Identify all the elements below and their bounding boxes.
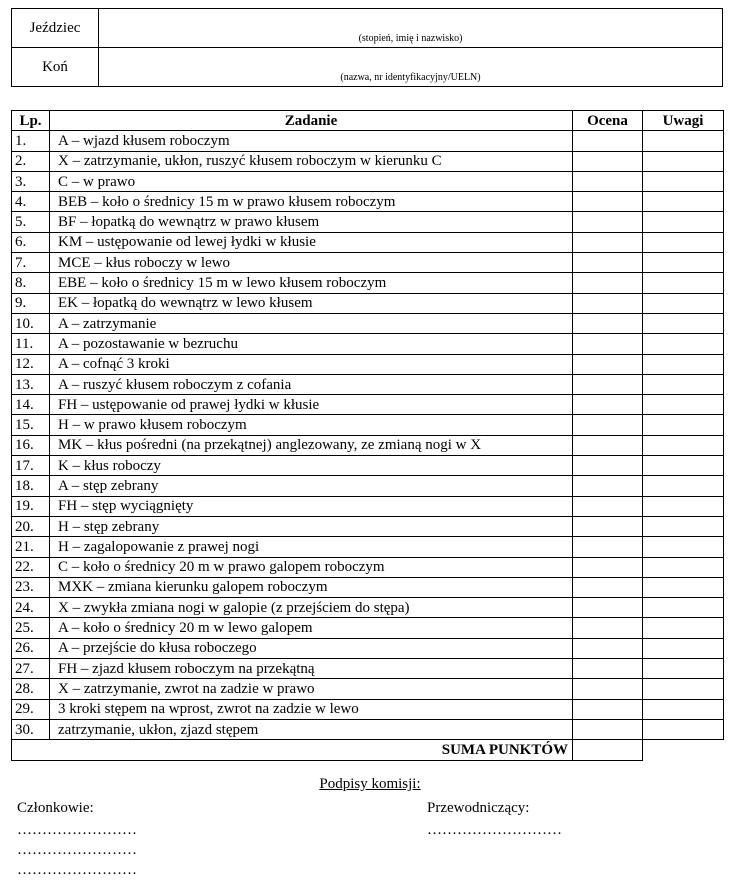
row-task: C – w prawo — [50, 171, 573, 191]
row-number: 30. — [12, 719, 50, 739]
row-task: MXK – zmiana kierunku galopem roboczym — [50, 577, 573, 597]
horse-hint: (nazwa, nr identyfikacyjny/UELN) — [340, 72, 481, 83]
row-number: 25. — [12, 618, 50, 638]
row-number: 11. — [12, 334, 50, 354]
row-task: KM – ustępowanie od lewej łydki w kłusie — [50, 232, 573, 252]
row-number: 14. — [12, 395, 50, 415]
horse-label: Koń — [12, 48, 99, 87]
row-number: 4. — [12, 192, 50, 212]
row-task: FH – stęp wyciągnięty — [50, 496, 573, 516]
member-signature-line[interactable]: …………………… — [17, 842, 137, 858]
row-task: H – stęp zebrany — [50, 516, 573, 536]
row-task: MCE – kłus roboczy w lewo — [50, 253, 573, 273]
row-task: A – cofnąć 3 kroki — [50, 354, 573, 374]
row-number: 19. — [12, 496, 50, 516]
row-number: 17. — [12, 456, 50, 476]
row-number: 16. — [12, 435, 50, 455]
rider-hint: (stopień, imię i nazwisko) — [358, 33, 463, 44]
row-task: BF – łopatką do wewnątrz w prawo kłusem — [50, 212, 573, 232]
column-header-score: Ocena — [573, 111, 643, 131]
row-task: A – zatrzymanie — [50, 313, 573, 333]
row-task: X – zwykła zmiana nogi w galopie (z przejściem do stępa) — [50, 598, 573, 618]
row-number: 12. — [12, 354, 50, 374]
row-task: A – ruszyć kłusem roboczym z cofania — [50, 374, 573, 394]
row-number: 10. — [12, 313, 50, 333]
row-task: A – wjazd kłusem roboczym — [50, 131, 573, 151]
row-number: 21. — [12, 537, 50, 557]
row-task: A – stęp zebrany — [50, 476, 573, 496]
row-task: X – zatrzymanie, zwrot na zadzie w prawo — [50, 679, 573, 699]
row-task: A – pozostawanie w bezruchu — [50, 334, 573, 354]
row-task: A – koło o średnicy 20 m w lewo galopem — [50, 618, 573, 638]
row-number: 29. — [12, 699, 50, 719]
row-number: 18. — [12, 476, 50, 496]
row-number: 6. — [12, 232, 50, 252]
rider-label: Jeździec — [12, 9, 99, 48]
signatures-title: Podpisy komisji: — [319, 776, 421, 792]
row-number: 8. — [12, 273, 50, 293]
sum-label: SUMA PUNKTÓW — [12, 740, 573, 760]
row-task: FH – ustępowanie od prawej łydki w kłusie — [50, 395, 573, 415]
row-task: H – zagalopowanie z prawej nogi — [50, 537, 573, 557]
member-signature-line[interactable]: …………………… — [17, 862, 137, 878]
row-number: 1. — [12, 131, 50, 151]
chair-label: Przewodniczący: — [427, 800, 530, 816]
row-number: 13. — [12, 374, 50, 394]
row-number: 3. — [12, 171, 50, 191]
row-task: C – koło o średnicy 20 m w prawo galopem roboczym — [50, 557, 573, 577]
row-task: BEB – koło o średnicy 15 m w prawo kłusem roboczym — [50, 192, 573, 212]
row-task: K – kłus roboczy — [50, 456, 573, 476]
row-task: 3 kroki stępem na wprost, zwrot na zadzie w lewo — [50, 699, 573, 719]
row-number: 28. — [12, 679, 50, 699]
row-task: MK – kłus pośredni (na przekątnej) anglezowany, ze zmianą nogi w X — [50, 435, 573, 455]
row-number: 2. — [12, 151, 50, 171]
row-task: EK – łopatką do wewnątrz w lewo kłusem — [50, 293, 573, 313]
row-number: 9. — [12, 293, 50, 313]
row-number: 23. — [12, 577, 50, 597]
row-number: 20. — [12, 516, 50, 536]
column-header-notes: Uwagi — [643, 111, 724, 131]
column-header-task: Zadanie — [50, 111, 573, 131]
row-task: zatrzymanie, ukłon, zjazd stępem — [50, 719, 573, 739]
row-number: 7. — [12, 253, 50, 273]
row-task: A – przejście do kłusa roboczego — [50, 638, 573, 658]
members-label: Członkowie: — [17, 800, 94, 816]
chair-signature-line[interactable]: ……………………… — [427, 822, 562, 838]
row-number: 15. — [12, 415, 50, 435]
column-header-lp: Lp. — [12, 111, 50, 131]
row-number: 5. — [12, 212, 50, 232]
row-task: EBE – koło o średnicy 15 m w lewo kłusem roboczym — [50, 273, 573, 293]
row-task: X – zatrzymanie, ukłon, ruszyć kłusem roboczym w kierunku C — [50, 151, 573, 171]
row-number: 22. — [12, 557, 50, 577]
row-number: 24. — [12, 598, 50, 618]
row-number: 26. — [12, 638, 50, 658]
row-task: H – w prawo kłusem roboczym — [50, 415, 573, 435]
row-number: 27. — [12, 659, 50, 679]
row-task: FH – zjazd kłusem roboczym na przekątną — [50, 659, 573, 679]
member-signature-line[interactable]: …………………… — [17, 822, 137, 838]
